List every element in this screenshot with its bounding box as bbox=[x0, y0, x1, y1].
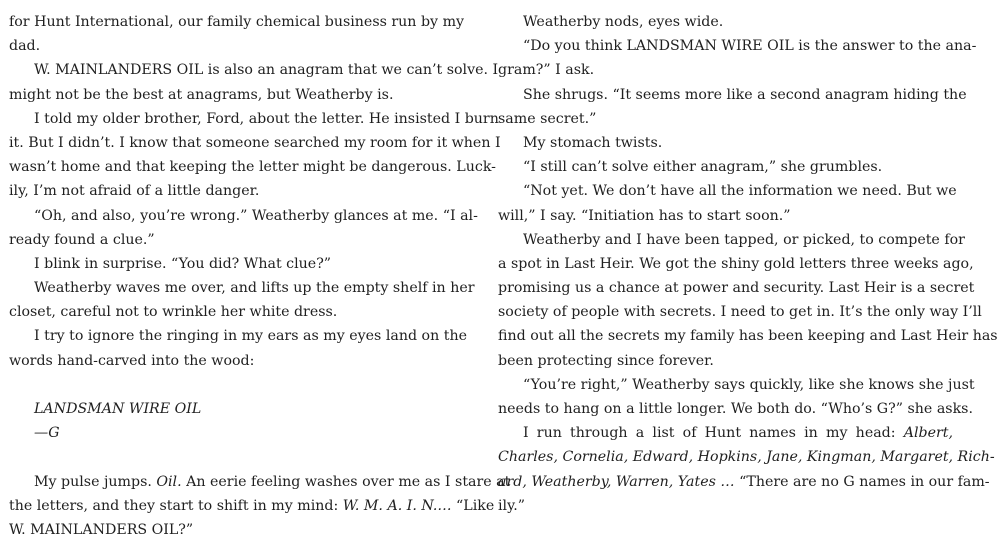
text-line: I blink in surprise. “You did? What clue?” bbox=[34, 255, 332, 272]
text-line: ily, I’m not afraid of a little danger. bbox=[9, 183, 260, 200]
text-line: “You’re right,” Weatherby says quickly, like she knows she just bbox=[523, 376, 975, 393]
text-line: gram?” I ask. bbox=[498, 62, 595, 79]
text-line: same secret.” bbox=[498, 110, 597, 127]
text-line: My stomach twists. bbox=[523, 134, 663, 151]
text-line: “Oh, and also, you’re wrong.” Weatherby glances at me. “I al- bbox=[34, 207, 478, 224]
text-line: might not be the best at anagrams, but Weatherby is. bbox=[9, 86, 394, 103]
text-line: dad. bbox=[9, 38, 41, 55]
text-line: been protecting since forever. bbox=[498, 352, 714, 369]
text-line: My pulse jumps. Oil. An eerie feeling washes over me as I stare at bbox=[34, 473, 511, 490]
text-line: I told my older brother, Ford, about the letter. He insisted I burn bbox=[34, 110, 499, 127]
text-line: ard, Weatherby, Warren, Yates … “There are no G names in our fam- bbox=[498, 473, 990, 490]
blank-line bbox=[9, 445, 464, 469]
text-line: find out all the secrets my family has been keeping and Last Heir has bbox=[498, 328, 998, 345]
text-line: needs to hang on a little longer. We both do. “Who’s G?” she asks. bbox=[498, 401, 973, 417]
text-line: Weatherby waves me over, and lifts up the empty shelf in her bbox=[34, 280, 475, 297]
text-line: ily.” bbox=[498, 497, 525, 514]
text-line: I run through a list of Hunt names in my head: Albert, bbox=[523, 425, 953, 442]
text-line: words hand-carved into the wood: bbox=[9, 352, 255, 369]
text-line: a spot in Last Heir. We got the shiny gold letters three weeks ago, bbox=[498, 255, 974, 272]
text-line: Charles, Cornelia, Edward, Hopkins, Jane, Kingman, Margaret, Rich- bbox=[498, 449, 995, 466]
text-line: promising us a chance at power and security. Last Heir is a secret bbox=[498, 280, 975, 297]
left-page bbox=[9, 10, 511, 542]
text-line: “I still can’t solve either anagram,” she grumbles. bbox=[523, 159, 883, 176]
text-line: Weatherby and I have been tapped, or picked, to compete for bbox=[523, 231, 965, 248]
text-line: I try to ignore the ringing in my ears as my eyes land on the bbox=[34, 328, 467, 345]
carved-words: LANDSMAN WIRE OIL bbox=[34, 401, 202, 417]
text-line: the letters, and they start to shift in my mind: W. M. A. I. N.… “Like bbox=[9, 497, 495, 514]
carved-signature: —G bbox=[34, 425, 60, 442]
text-line: ready found a clue.” bbox=[9, 231, 155, 248]
text-line: W. MAINLANDERS OIL is also an anagram that we can’t solve. I bbox=[34, 62, 499, 79]
text-line: will,” I say. “Initiation has to start soon.” bbox=[498, 207, 791, 224]
right-page bbox=[498, 10, 998, 518]
text-line: it. But I didn’t. I know that someone searched my room for it when I bbox=[9, 134, 501, 151]
text-line: “Do you think LANDSMAN WIRE OIL is the answer to the ana- bbox=[523, 38, 977, 55]
text-line: Weatherby nods, eyes wide. bbox=[523, 14, 724, 30]
text-line: for Hunt International, our family chemical business run by my bbox=[9, 14, 465, 30]
text-line: She shrugs. “It seems more like a second anagram hiding the bbox=[523, 86, 967, 103]
text-line: W. MAINLANDERS OIL?” bbox=[9, 521, 194, 538]
text-line: wasn’t home and that keeping the letter might be dangerous. Luck- bbox=[9, 159, 496, 176]
text-line: society of people with secrets. I need to get in. It’s the only way I’ll bbox=[498, 304, 982, 321]
blank-line bbox=[9, 373, 464, 397]
text-line: closet, careful not to wrinkle her white dress. bbox=[9, 304, 338, 321]
text-line: “Not yet. We don’t have all the information we need. But we bbox=[523, 183, 957, 200]
